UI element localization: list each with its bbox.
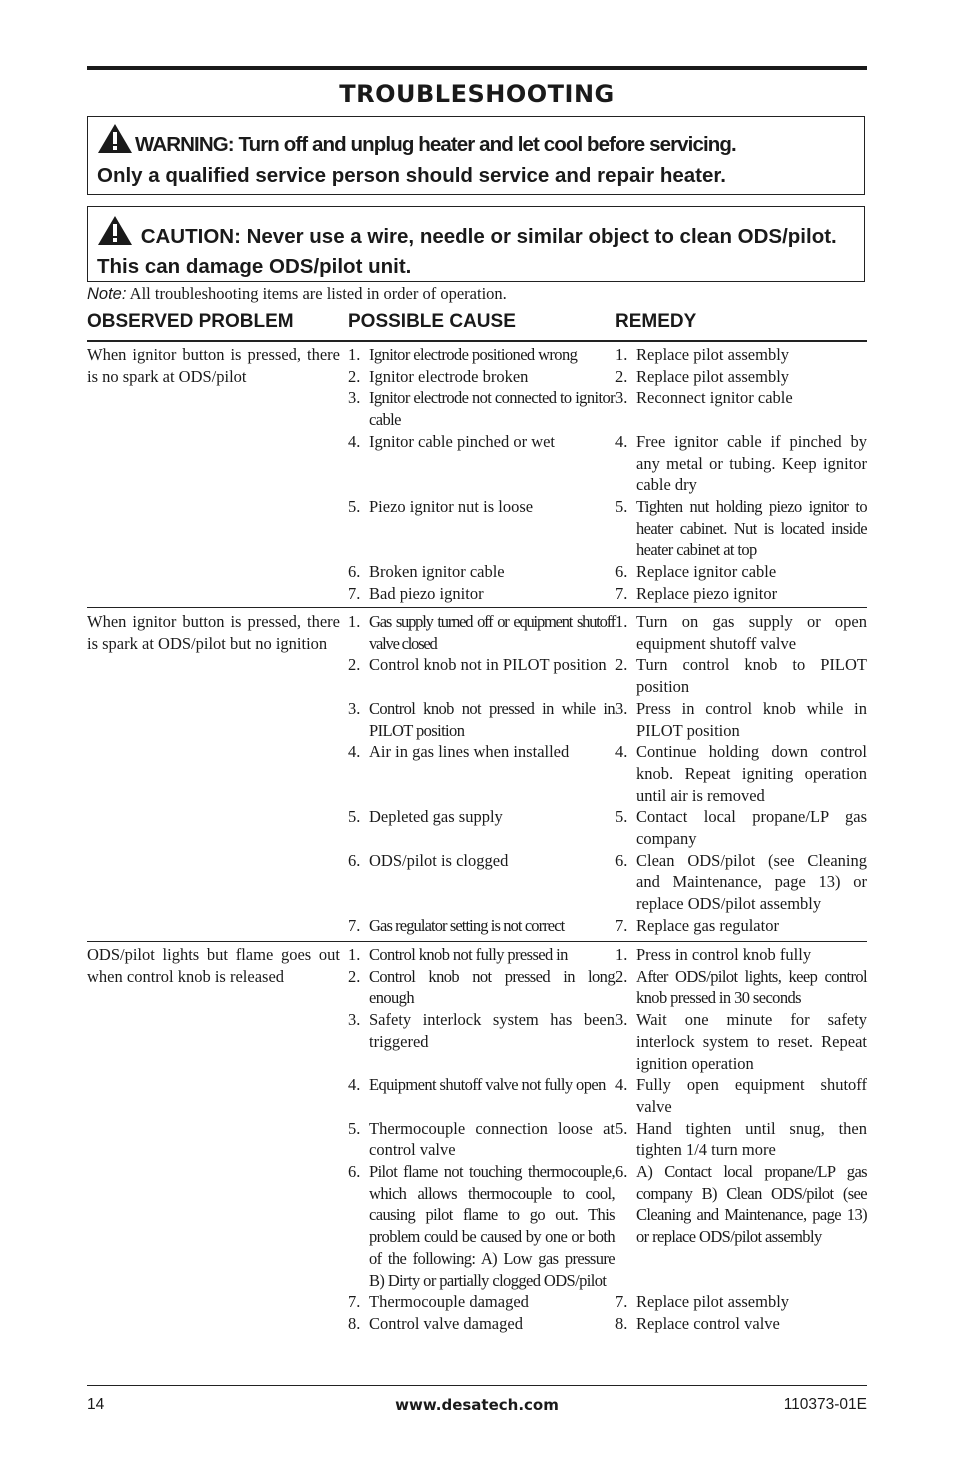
remedy-text: Replace control valve <box>636 1313 780 1333</box>
cause-remedy-row: 3. Ignitor electrode not connected to ignitor cable 3. Reconnect ignitor cable <box>348 387 867 430</box>
remedy-text: Press in control knob while in PILOT position <box>636 698 867 740</box>
remedy-text: Contact local propane/LP gas company <box>636 807 867 849</box>
warning-triangle-icon <box>97 123 133 162</box>
cause-remedy-row: 2. Control knob not in PILOT position 2. Turn control knob to PILOT position <box>348 655 867 697</box>
remedy-text: Replace ignitor cable <box>636 562 777 582</box>
note <box>87 284 507 304</box>
warning-text-line1: WARNING: Turn off and unplug heater and let cool before servicing. <box>135 133 736 156</box>
cause-text: Thermocouple connection loose at control valve <box>369 1118 615 1160</box>
cause-remedy-row: 5. Thermocouple connection loose at control valve 5. Hand tighten until snug, then tighten 1/4 turn more <box>348 1118 867 1160</box>
remedy-text: Turn on gas supply or open equipment shutoff valve <box>636 612 867 653</box>
cause-remedy-row: 4. Equipment shutoff valve not fully open 4. Fully open equipment shutoff valve <box>348 1075 867 1116</box>
cause-text: Control knob not pressed in long enough <box>369 966 615 1008</box>
caution-box <box>87 206 865 282</box>
cause-text: Ignitor electrode broken <box>369 366 529 386</box>
cause-text: Ignitor electrode not connected to ignitor cable <box>369 388 615 430</box>
cause-text: Control knob not pressed in while in PILOT position <box>369 698 615 740</box>
remedy-text: Replace gas regulator <box>636 915 779 935</box>
cause-text: Gas supply turned off or equipment shutoff valve closed <box>369 612 615 653</box>
cause-remedy-row: 5. Piezo ignitor nut is loose 5. Tighten nut holding piezo ignitor to heater cabinet. Nut is located inside heater cabinet at top <box>348 496 867 560</box>
cause-text: Gas regulator setting is not correct <box>369 915 565 935</box>
website-link[interactable]: www.desatech.com <box>395 1396 559 1414</box>
cause-text: Ignitor cable pinched or wet <box>369 431 556 451</box>
cause-remedy-row: 3. Control knob not pressed in while in PILOT position 3. Press in control knob while in PILOT position <box>348 698 867 740</box>
header-rule <box>87 340 867 342</box>
cause-remedy-row: 4. Air in gas lines when installed 4. Continue holding down control knob. Repeat igniting operation until air is removed <box>348 742 867 805</box>
cause-text: Control knob not in PILOT position <box>369 655 607 675</box>
cause-remedy-row: 5. Depleted gas supply 5. Contact local propane/LP gas company <box>348 807 867 849</box>
remedy-text: Replace pilot assembly <box>636 1292 790 1312</box>
cause-text: Piezo ignitor nut is loose <box>369 496 534 516</box>
top-rule <box>87 66 867 70</box>
remedy-text: Replace pilot assembly <box>636 345 790 364</box>
page-number: 14 <box>87 1396 105 1413</box>
warning-text-line2: Only a qualified service person should service and repair heater. <box>97 164 726 187</box>
note-text: All troubleshooting items are listed in order of operation. <box>129 284 507 303</box>
remedy-text: Clean ODS/pilot (see Cleaning and Maintenance, page 13) or replace ODS/pilot assembly <box>636 850 867 914</box>
warning-triangle-icon <box>97 215 133 253</box>
cause-remedy-row: 7. Bad piezo ignitor 7. Replace piezo ignitor <box>348 583 867 605</box>
section-rule <box>87 941 867 942</box>
cause-text: Thermocouple damaged <box>369 1292 529 1312</box>
note-label: Note: <box>87 285 127 303</box>
cause-remedy-row: 3. Safety interlock system has been triggered 3. Wait one minute for safety interlock system to reset. Repeat ignition operation <box>348 1010 867 1073</box>
remedy-text: Free ignitor cable if pinched by any metal or tubing. Keep ignitor cable dry <box>636 431 867 495</box>
cause-remedy-row: 1. Control knob not fully pressed in 1. Press in control knob fully <box>348 944 867 966</box>
cause-remedy-row: 7. Gas regulator setting is not correct 7. Replace gas regulator <box>348 915 867 937</box>
cause-remedy-row: 4. Ignitor cable pinched or wet 4. Free ignitor cable if pinched by any metal or tubing. Keep ignitor cable dry <box>348 431 867 495</box>
cause-text: Control valve damaged <box>369 1313 523 1333</box>
remedy-text: Hand tighten until snug, then tighten 1/4 turn more <box>636 1118 867 1160</box>
footer-rule <box>87 1385 867 1386</box>
cause-remedy-row: 6. Pilot flame not touching thermocouple, which allows thermocouple to cool, causing pilot flame to go out. This problem could be caused by one or both of the following: A) Low gas pressure B) Dirty or partially clogged ODS/pilot 6. A) Contact local propane/LP gas company B) Clean ODS/pilot (see Cleaning and Maintenance, page 13) or replace ODS/pilot assembly <box>348 1162 867 1290</box>
remedy-text: Press in control knob fully <box>636 945 812 964</box>
header-possible-cause: POSSIBLE CAUSE <box>348 311 516 332</box>
cause-remedy-row: 8. Control valve damaged 8. Replace control valve <box>348 1313 867 1335</box>
remedy-text: Fully open equipment shutoff valve <box>636 1075 867 1116</box>
remedy-text: After ODS/pilot lights, keep control knob pressed in 30 seconds <box>636 966 867 1008</box>
remedy-text: Turn control knob to PILOT position <box>636 655 867 697</box>
cause-text: Equipment shutoff valve not fully open <box>369 1075 606 1095</box>
cause-text: Safety interlock system has been triggered <box>369 1010 615 1051</box>
caution-text: CAUTION: Never use a wire, needle or similar object to clean ODS/pilot. This can damage ODS/pilot unit. <box>97 225 837 278</box>
cause-remedy-row: 2. Control knob not pressed in long enough 2. After ODS/pilot lights, keep control knob pressed in 30 seconds <box>348 966 867 1008</box>
remedy-text: Replace pilot assembly <box>636 366 790 386</box>
remedy-text: Wait one minute for safety interlock system to reset. Repeat ignition operation <box>636 1010 867 1073</box>
section-rule <box>87 607 867 608</box>
cause-text: Air in gas lines when installed <box>369 742 570 762</box>
cause-remedy-row: 6. Broken ignitor cable 6. Replace ignitor cable <box>348 561 867 583</box>
header-remedy: REMEDY <box>615 311 697 332</box>
cause-text: Broken ignitor cable <box>369 562 505 582</box>
remedy-text: Reconnect ignitor cable <box>636 388 793 408</box>
cause-text: ODS/pilot is clogged <box>369 850 509 870</box>
cause-text: Pilot flame not touching thermocouple, which allows thermocouple to cool, causing pilot flame to go out. This problem could be caused by one or both of the following: A) Low gas pressure B) Dirty or partially clogged ODS/pilot <box>369 1162 615 1290</box>
cause-text: Depleted gas supply <box>369 807 503 827</box>
cause-text: Bad piezo ignitor <box>369 583 484 603</box>
observed-problem: When ignitor button is pressed, there is spark at ODS/pilot but no ignition <box>87 612 340 653</box>
remedy-text: Continue holding down control knob. Repeat igniting operation until air is removed <box>636 742 867 805</box>
cause-remedy-row: 7. Thermocouple damaged 7. Replace pilot assembly <box>348 1291 867 1313</box>
cause-remedy-row: 2. Ignitor electrode broken 2. Replace pilot assembly <box>348 366 867 388</box>
cause-text: Control knob not fully pressed in <box>369 945 568 964</box>
remedy-text: Replace piezo ignitor <box>636 583 778 603</box>
remedy-text: A) Contact local propane/LP gas company B) Clean ODS/pilot (see Cleaning and Maintenance, page 13) or replace ODS/pilot assembly <box>636 1162 867 1247</box>
document-code: 110373-01E <box>783 1396 867 1413</box>
header-observed-problem: OBSERVED PROBLEM <box>87 311 294 332</box>
observed-problem: When ignitor button is pressed, there is no spark at ODS/pilot <box>87 345 340 386</box>
remedy-text: Tighten nut holding piezo ignitor to heater cabinet. Nut is located inside heater cabinet at top <box>636 496 867 560</box>
cause-remedy-row: 1. Ignitor electrode positioned wrong 1. Replace pilot assembly <box>348 344 867 366</box>
cause-remedy-row: 6. ODS/pilot is clogged 6. Clean ODS/pilot (see Cleaning and Maintenance, page 13) or replace ODS/pilot assembly <box>348 850 867 914</box>
cause-text: Ignitor electrode positioned wrong <box>369 345 578 364</box>
cause-remedy-row: 1. Gas supply turned off or equipment shutoff valve closed 1. Turn on gas supply or open equipment shutoff valve <box>348 612 867 653</box>
observed-problem: ODS/pilot lights but flame goes out when control knob is released <box>87 945 340 986</box>
page-title: TROUBLESHOOTING <box>339 80 615 108</box>
warning-box <box>87 116 865 195</box>
